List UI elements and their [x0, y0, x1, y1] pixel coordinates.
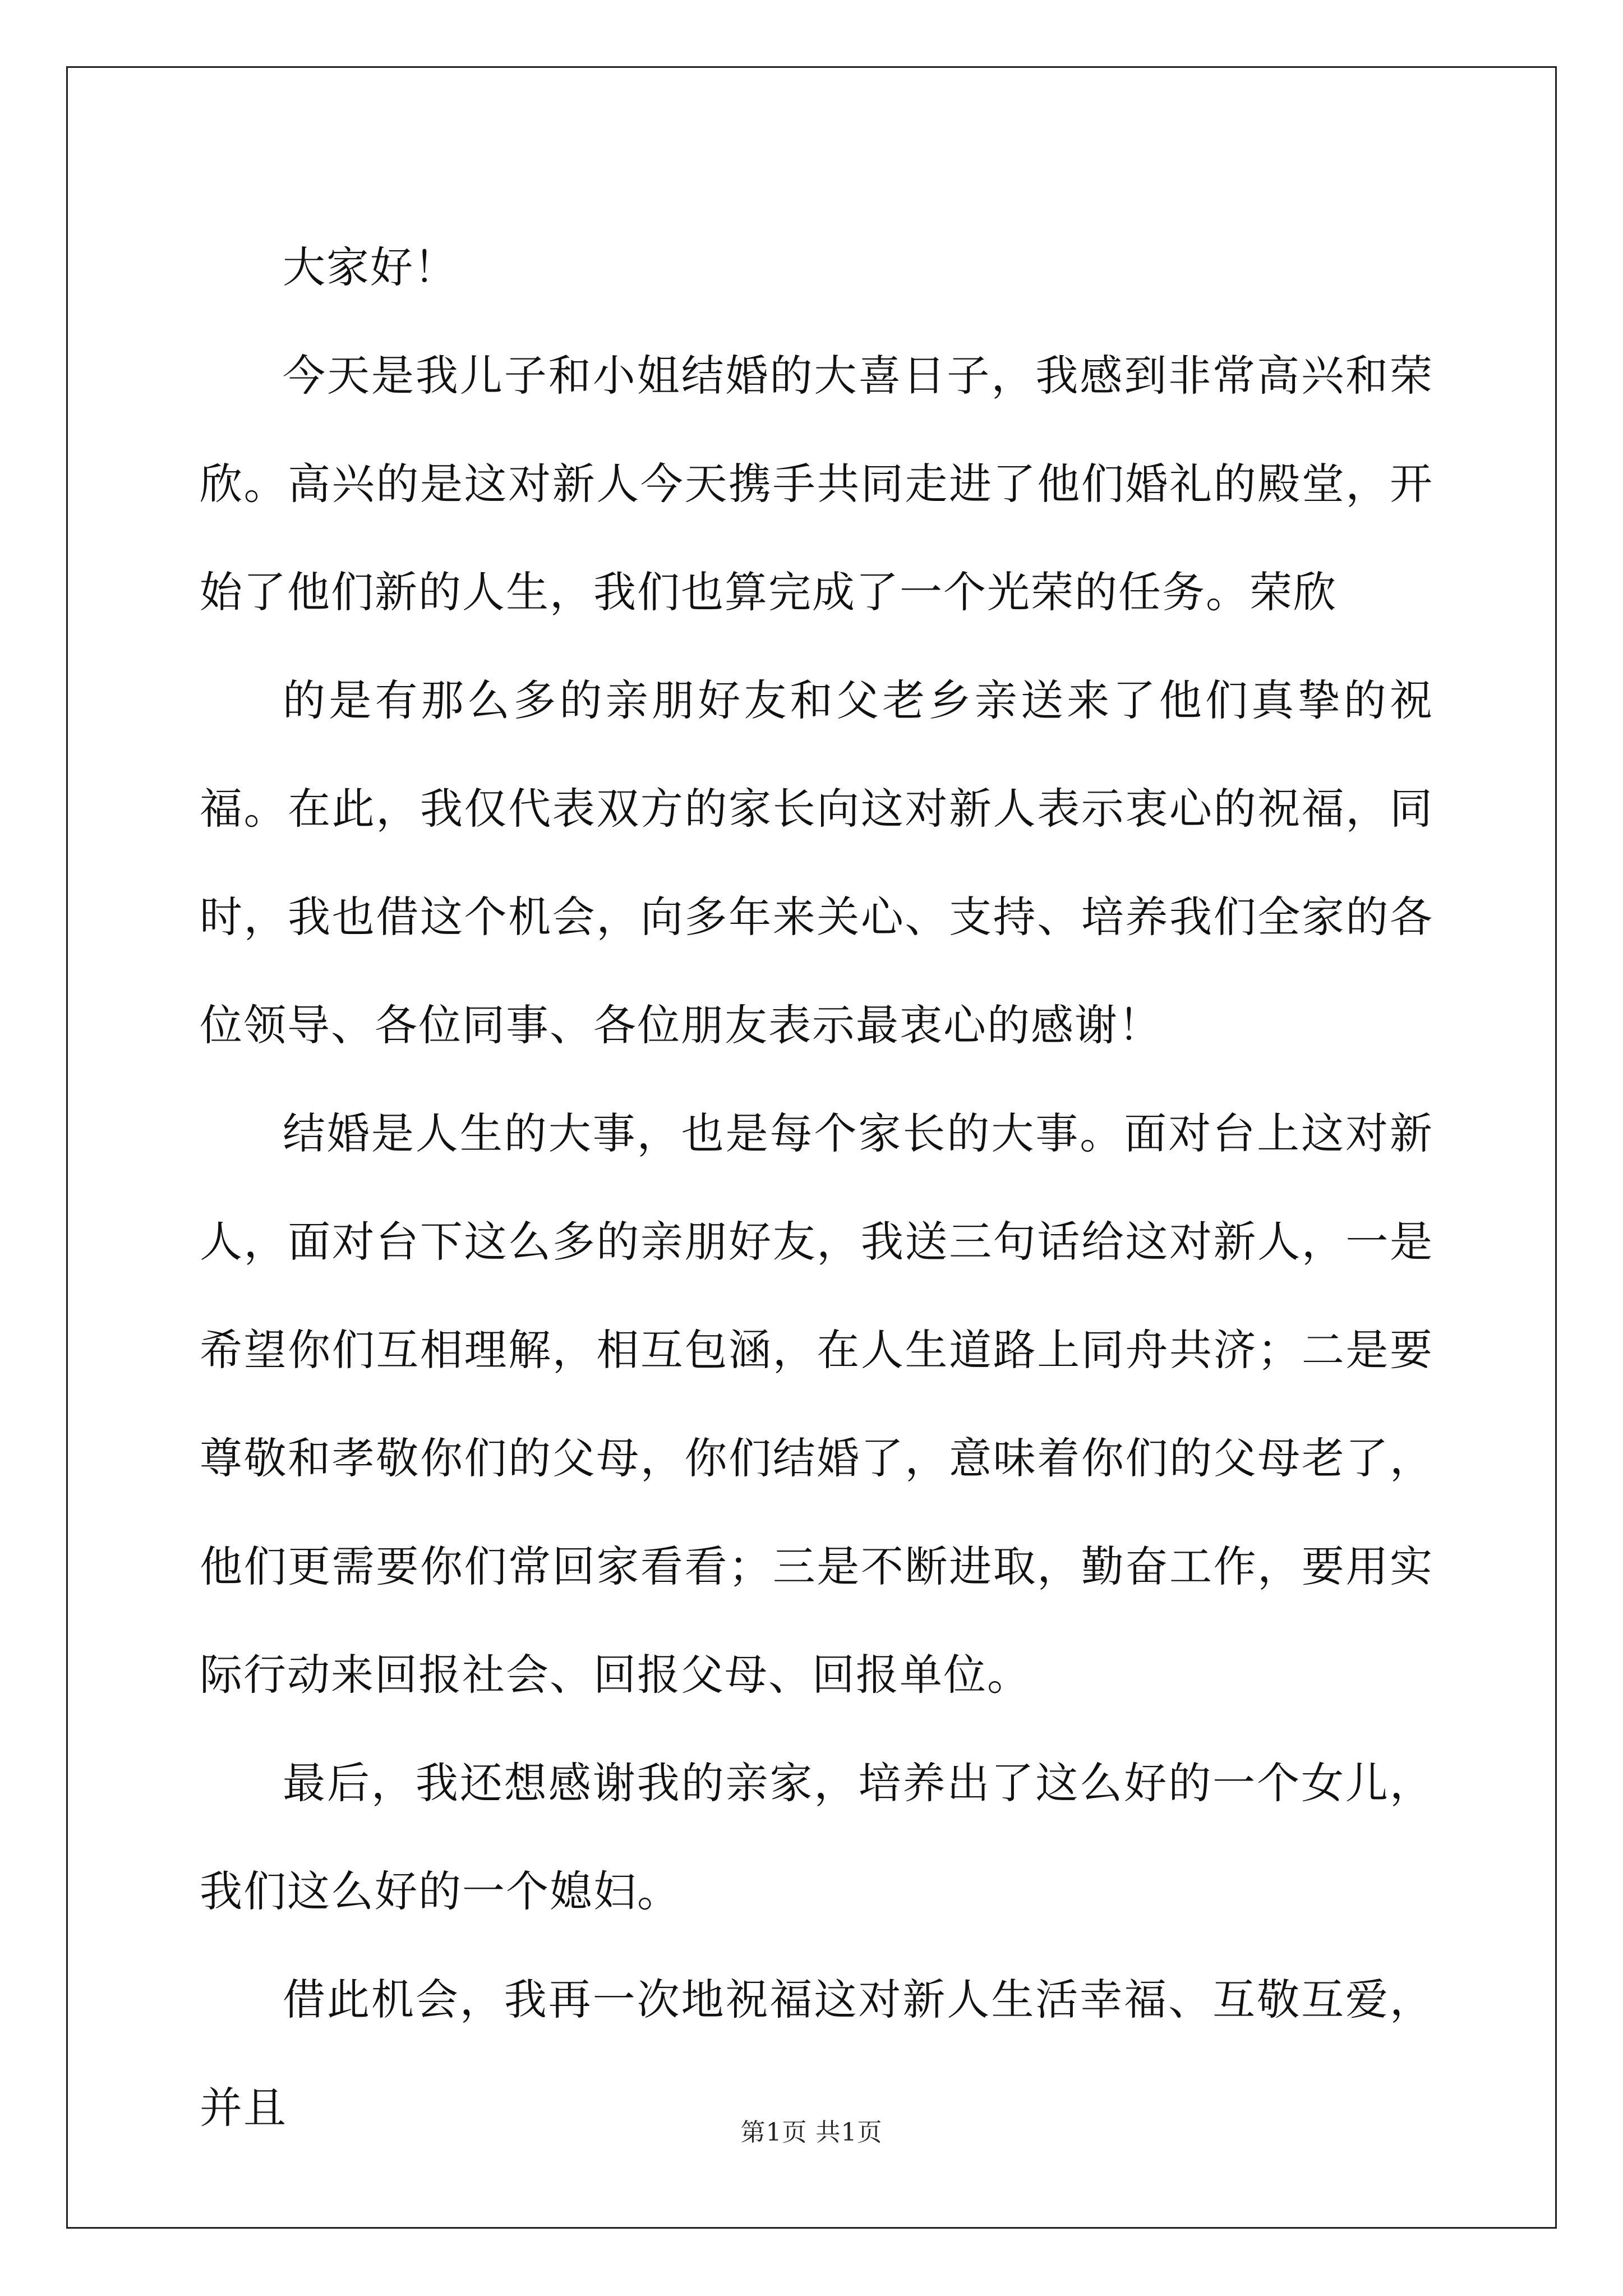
paragraph-opening: 今天是我儿子和小姐结婚的大喜日子，我感到非常高兴和荣欣。高兴的是这对新人今天携手共同走进了他们婚礼的殿堂，开始了他们新的人生，我们也算完成了一个光荣的任务。荣欣 [200, 351, 1433, 617]
paragraph-closing: 借此机会，我再一次地祝福这对新人生活幸福、互敬互爱，并且 [200, 1975, 1433, 2133]
paragraph-in-laws: 最后，我还想感谢我的亲家，培养出了这么好的一个女儿，我们这么好的一个媳妇。 [200, 1758, 1433, 1916]
document-body [200, 213, 1433, 2162]
paragraph-advice: 结婚是人生的大事，也是每个家长的大事。面对台上这对新人，面对台下这么多的亲朋好友，我送三句话给这对新人，一是希望你们互相理解，相互包涵，在人生道路上同舟共济；二是要尊敬和孝敬你们的父母，你们结婚了，意味着你们的父母老了，他们更需要你们常回家看看；三是不断进取，勤奋工作，要用实际行动来回报社会、回报父母、回报单位。 [200, 1108, 1433, 1700]
paragraph-thanks: 的是有那么多的亲朋好友和父老乡亲送来了他们真挚的祝福。在此，我仅代表双方的家长向这对新人表示衷心的祝福，同时，我也借这个机会，向多年来关心、支持、培养我们全家的各位领导、各位同事、各位朋友表示最衷心的感谢！ [200, 675, 1433, 1050]
page-number-footer: 第1页 共1页 [740, 2118, 883, 2147]
paragraph-greeting: 大家好！ [283, 242, 458, 292]
